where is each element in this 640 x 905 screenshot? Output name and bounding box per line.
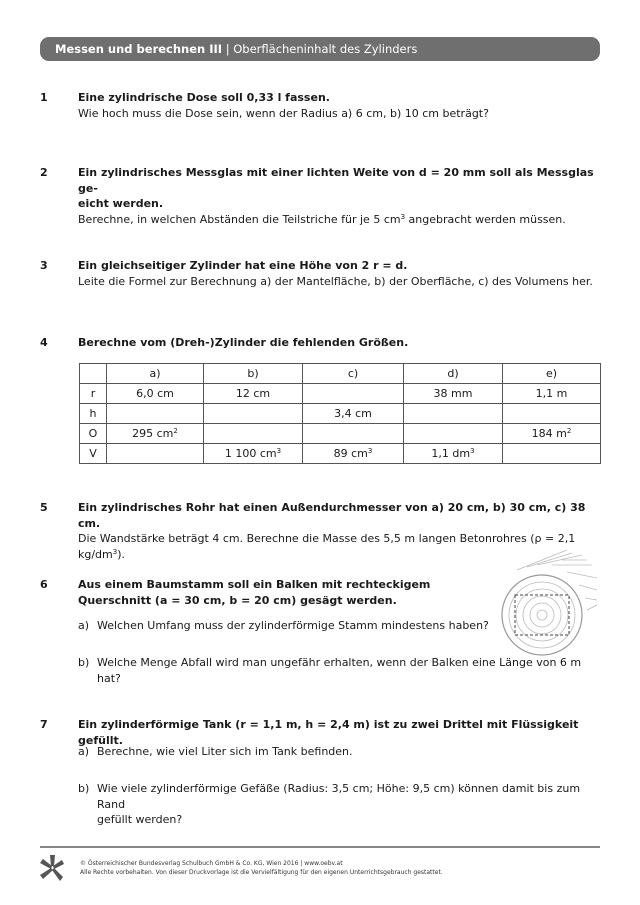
task-title: Berechne vom (Dreh-)Zylinder die fehlenden Größen. — [78, 336, 409, 349]
table-col-header: a) — [107, 364, 204, 384]
task-title-line-1: Aus einem Baumstamm soll ein Balken mit rechteckigem — [78, 578, 431, 591]
task-title-line-2: Querschnitt (a = 30 cm, b = 20 cm) gesägt werden. — [78, 593, 397, 607]
subtask-text-line: Wie viele zylinderförmige Gefäße (Radius: 3,5 cm; Höhe: 9,5 cm) können damit bis zum Rand — [97, 782, 581, 811]
copyright-notice — [80, 859, 443, 877]
table-corner-cell — [80, 364, 107, 384]
table-cell — [303, 384, 404, 404]
table-row — [80, 444, 601, 464]
cylinder-table — [79, 363, 601, 464]
subtask-label: b) — [78, 656, 90, 669]
table-col-header: c) — [303, 364, 404, 384]
table-cell: 38 mm — [404, 384, 503, 404]
task-text-part: Berechne, in welchen Abständen die Teilstriche für je 5 cm — [78, 212, 401, 226]
table-cell: 3,4 cm — [303, 404, 404, 424]
subtask-label: a) — [78, 619, 90, 632]
table-cell: 1,1 m — [503, 384, 601, 404]
table-row-header: r — [80, 384, 107, 404]
table-cell — [204, 404, 303, 424]
footer-divider — [40, 846, 600, 848]
subtask-text — [97, 781, 592, 828]
tree-trunk-illustration — [497, 550, 597, 660]
table-cell: 6,0 cm — [107, 384, 204, 404]
task-text — [78, 212, 600, 228]
table-row-header: h — [80, 404, 107, 424]
task-text-part: angebracht werden müssen. — [405, 212, 566, 226]
table-cell: 12 cm — [204, 384, 303, 404]
table-cell: 184 $m^2$ — [503, 424, 601, 444]
task-text: Wie hoch muss die Dose sein, wenn der Radius a) 6 cm, b) 10 cm beträgt? — [78, 106, 489, 120]
task-text-part: Die Wandstärke beträgt 4 cm. Berechne die Masse des 5,5 m langen Betonrohres (ρ = 2,1 kg/dm — [78, 532, 576, 561]
table-cell — [404, 424, 503, 444]
task-title: Ein zylindrisches Rohr hat einen Außendurchmesser von a) 20 cm, b) 30 cm, c) 38 cm. — [78, 501, 586, 530]
table-row-header: V — [80, 444, 107, 464]
superscript: 3 — [400, 212, 406, 221]
table-col-header: d) — [404, 364, 503, 384]
task-text-part: ). — [117, 547, 126, 561]
table-cell — [503, 444, 601, 464]
table-cell: 295 $cm^2$ — [107, 424, 204, 444]
worksheet-header — [40, 37, 600, 61]
task-number: 2 — [40, 166, 48, 179]
table-row-header: O — [80, 424, 107, 444]
task-7 — [40, 717, 600, 827]
subtask-text-line: gefüllt werden? — [97, 813, 183, 826]
task-3 — [40, 258, 600, 289]
task-number: 4 — [40, 336, 48, 349]
table-cell — [107, 404, 204, 424]
table-col-header: e) — [503, 364, 601, 384]
subtask-b — [78, 781, 598, 828]
task-title: Ein zylinderförmige Tank (r = 1,1 m, h = 2,4 m) ist zu zwei Drittel mit Flüssigkeit gefüllt. — [78, 718, 579, 747]
subtask-label: b) — [78, 782, 90, 795]
task-title: Ein gleichseitiger Zylinder hat eine Höhe von 2 r = d. — [78, 259, 408, 272]
table-cell — [404, 404, 503, 424]
header-subtitle: Oberflächeninhalt des Zylinders — [233, 42, 418, 56]
task-number: 7 — [40, 718, 48, 731]
task-2 — [40, 165, 600, 227]
table-cell — [303, 424, 404, 444]
task-number: 3 — [40, 259, 48, 272]
task-title-line-2: eicht werden. — [78, 197, 164, 210]
table-col-header: b) — [204, 364, 303, 384]
task-text: Leite die Formel zur Berechnung a) der Mantelfläche, b) der Oberfläche, c) des Volumens her. — [78, 274, 593, 288]
copyright-line: © Österreichischer Bundesverlag Schulbuch GmbH & Co. KG, Wien 2016 | www.oebv.at — [80, 860, 343, 867]
table-row — [80, 424, 601, 444]
table-cell: 89 $cm^3$ — [303, 444, 404, 464]
subtask-a — [78, 744, 598, 760]
task-title-line-1: Ein zylindrisches Messglas mit einer lichten Weite von d = 20 mm soll als Messglas ge- — [78, 166, 594, 195]
table-row — [80, 404, 601, 424]
table-cell — [204, 424, 303, 444]
table-cell — [503, 404, 601, 424]
subtask-label: a) — [78, 745, 90, 758]
header-title: Messen und berechnen III — [55, 42, 223, 56]
subtask-text: Welchen Umfang muss der zylinderförmige Stamm mindestens haben? — [97, 619, 489, 632]
header-separator: | — [222, 42, 234, 56]
task-number: 5 — [40, 501, 48, 514]
rights-line: Alle Rechte vorbehalten. Von dieser Druckvorlage ist die Vervielfältigung für den eigenen Unterrichtsgebrauch gestattet. — [80, 869, 443, 876]
publisher-logo-icon — [40, 855, 64, 881]
task-4 — [40, 335, 600, 351]
subtask-text: Welche Menge Abfall wird man ungefähr erhalten, wenn der Balken eine Länge von 6 m hat? — [97, 656, 582, 685]
task-number: 6 — [40, 578, 48, 591]
task-number: 1 — [40, 91, 48, 104]
table-cell: 1 100 $cm^3$ — [204, 444, 303, 464]
table-cell — [107, 444, 204, 464]
task-1 — [40, 90, 600, 121]
table-header-row — [80, 364, 601, 384]
task-title: Eine zylindrische Dose soll 0,33 l fassen. — [78, 91, 330, 104]
table-row — [80, 384, 601, 404]
subtask-text: Berechne, wie viel Liter sich im Tank befinden. — [97, 745, 353, 758]
superscript: 3 — [112, 547, 118, 556]
table-cell: 1,1 $dm^3$ — [404, 444, 503, 464]
